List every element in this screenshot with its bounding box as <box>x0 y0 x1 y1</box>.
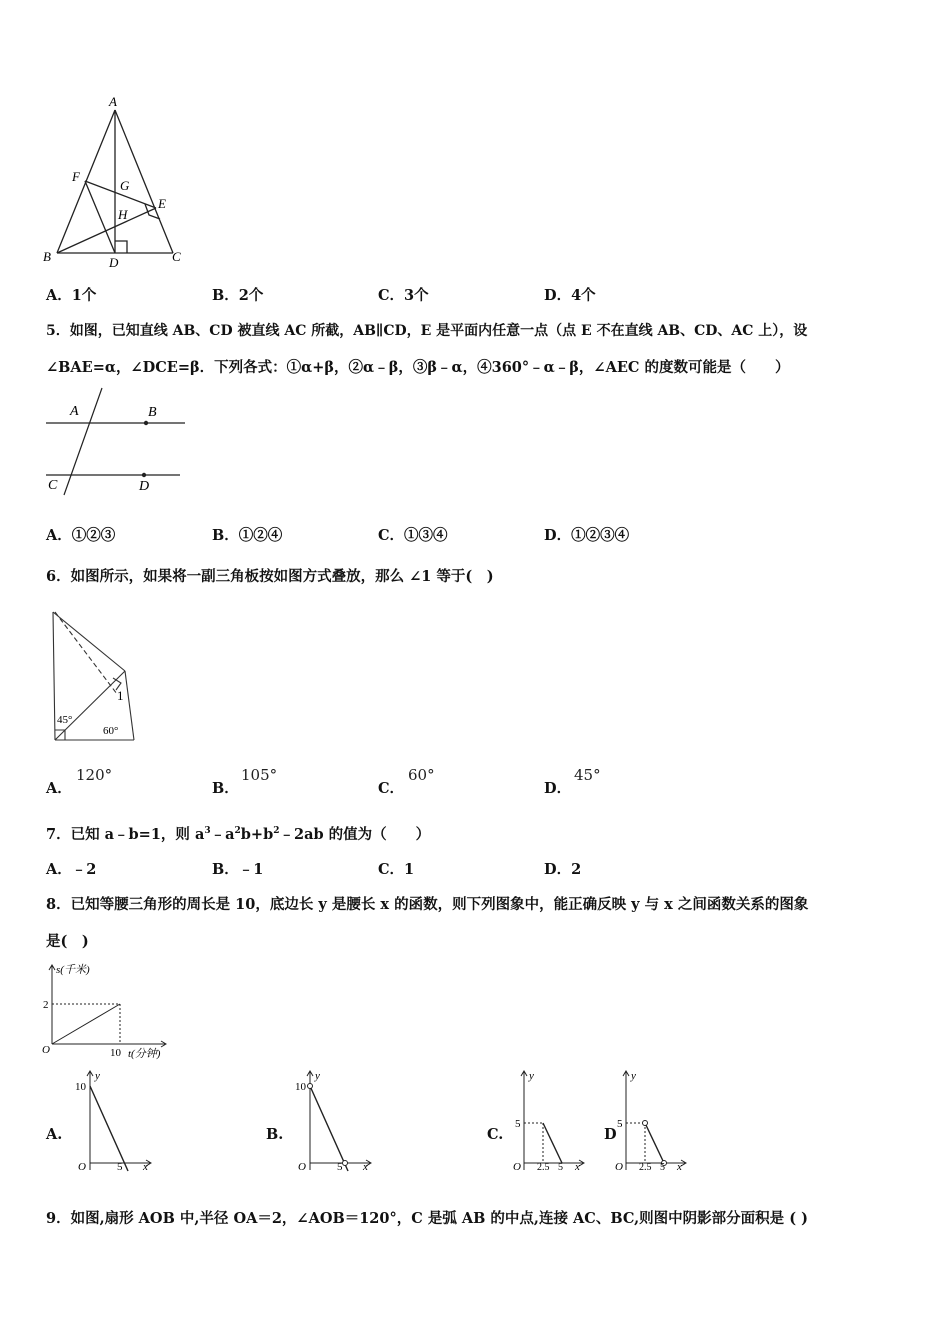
q6-option-a-key[interactable]: A． <box>46 780 72 797</box>
option-key: C． <box>378 287 405 304</box>
q6-option-c-value: 60° <box>408 766 435 784</box>
q5-text-line1: 5．如图，已知直线 AB、CD 被直线 AC 所截，AB∥CD，E 是平面内任意一点（点 E 不在直线 AB、CD、AC 上），设 <box>46 323 808 339</box>
q4-option-c[interactable] <box>378 287 429 305</box>
q8-c-xlabel: x <box>575 1161 580 1173</box>
q8-b-ytick: 10 <box>295 1081 306 1093</box>
q5-option-d[interactable] <box>544 527 629 545</box>
q8-option-d-graph[interactable] <box>612 1066 692 1176</box>
q7-exponent: 3 <box>204 826 211 836</box>
q7-text-part: b+b <box>240 826 274 843</box>
q8-a-origin: O <box>78 1161 86 1173</box>
q5-option-a[interactable] <box>46 527 115 545</box>
q5-label-D: D <box>139 479 150 494</box>
q6-option-c-key[interactable]: C． <box>378 780 405 797</box>
q8-origin: O <box>42 1044 50 1056</box>
q4-label-E: E <box>158 196 166 211</box>
q6-option-b-key[interactable]: B． <box>212 780 239 797</box>
q4-option-a[interactable] <box>46 287 96 305</box>
q8-d-ytick: 5 <box>617 1118 623 1130</box>
q8-b-ylabel: y <box>315 1070 320 1082</box>
option-text: 1个 <box>71 287 97 304</box>
option-text: ﹣1 <box>238 861 264 878</box>
q8-b-origin: O <box>298 1161 306 1173</box>
q6-option-d-value: 45° <box>574 766 601 784</box>
q8-option-a-key[interactable]: A. <box>46 1126 63 1143</box>
option-key: C． <box>378 861 405 878</box>
q8-c-xtick-1: 2.5 <box>537 1162 550 1173</box>
q8-c-xtick-2: 5 <box>558 1162 563 1173</box>
q8-option-c-key[interactable]: C. <box>487 1126 504 1143</box>
q8-d-xlabel: x <box>677 1161 682 1173</box>
option-text: ﹣2 <box>71 861 97 878</box>
q8-option-d-key[interactable]: D <box>604 1126 617 1143</box>
q8-option-c-graph[interactable] <box>510 1066 590 1176</box>
option-key: A． <box>46 287 72 304</box>
q4-label-D: D <box>109 255 119 270</box>
q8-a-ylabel: y <box>95 1070 100 1082</box>
option-text: ①②③ <box>71 527 116 544</box>
option-text: ①③④ <box>404 527 448 544</box>
q8-text-line2: 是( ) <box>46 933 89 950</box>
q4-label-H: H <box>118 207 128 222</box>
option-text: ①②③④ <box>571 527 630 544</box>
q4-label-A: A <box>109 94 117 109</box>
q4-label-B: B <box>43 249 51 264</box>
q5-parallel-lines-figure <box>40 385 200 500</box>
q8-b-xlabel: x <box>363 1161 368 1173</box>
q4-option-b[interactable] <box>212 287 263 305</box>
option-text: 2 <box>571 861 582 878</box>
q8-c-origin: O <box>513 1161 521 1173</box>
q8-st-graph <box>40 960 180 1060</box>
q5-option-c[interactable] <box>378 527 448 545</box>
option-key: B． <box>212 861 239 878</box>
q7-text-part: 7．已知 a﹣b=1，则 a <box>46 826 205 843</box>
q6-label-45: 45° <box>57 714 73 726</box>
q6-option-b-value: 105° <box>241 766 278 784</box>
q7-option-a[interactable] <box>46 861 96 879</box>
q8-c-ylabel: y <box>529 1070 534 1082</box>
q8-d-xtick-1: 2.5 <box>639 1162 652 1173</box>
q6-label-1: 1 <box>117 688 124 703</box>
option-key: D． <box>544 287 572 304</box>
q4-label-G: G <box>120 178 130 193</box>
option-text: 2个 <box>238 287 264 304</box>
q7-option-c[interactable] <box>378 861 414 879</box>
q7-text-part: ﹣a <box>210 826 235 843</box>
q5-option-b[interactable] <box>212 527 282 545</box>
option-text: 4个 <box>571 287 596 304</box>
option-text: 3个 <box>404 287 429 304</box>
q6-option-a-value: 120° <box>76 766 113 784</box>
q4-label-C: C <box>172 249 181 264</box>
option-key: A． <box>46 527 72 544</box>
q8-d-xtick-2: 5 <box>660 1162 665 1173</box>
option-key: D． <box>544 861 572 878</box>
q4-option-d[interactable] <box>544 287 596 305</box>
q7-exponent: 2 <box>234 826 241 836</box>
q8-a-xtick: 5 <box>117 1161 123 1173</box>
q5-label-C: C <box>48 478 58 493</box>
q8-option-b-graph[interactable] <box>290 1066 380 1176</box>
q6-set-squares-figure <box>45 608 145 748</box>
q8-xtick: 10 <box>110 1047 121 1059</box>
q8-text-line1: 8．已知等腰三角形的周长是 10，底边长 y 是腰长 x 的函数，则下列图象中，能正确反映 y 与 x 之间函数关系的图象 <box>46 896 809 913</box>
q8-ytick: 2 <box>43 999 49 1011</box>
q7-text <box>46 826 430 844</box>
q4-triangle-figure <box>40 95 200 270</box>
q7-option-d[interactable] <box>544 861 581 879</box>
q9-text: 9．如图,扇形 AOB 中,半径 OA＝2，∠AOB＝120°，C 是弧 AB 的中点,连接 AC、BC,则图中阴影部分面积是 ( ) <box>46 1210 808 1227</box>
option-key: B． <box>212 287 239 304</box>
q8-option-a-graph[interactable] <box>70 1066 160 1176</box>
q5-label-B: B <box>148 405 157 420</box>
q4-label-F: F <box>72 169 80 184</box>
option-text: 1 <box>404 861 415 878</box>
q6-label-60: 60° <box>103 725 119 737</box>
q6-text: 6．如图所示，如果将一副三角板按如图方式叠放，那么 ∠1 等于( ) <box>46 568 494 585</box>
q8-c-ytick: 5 <box>515 1118 521 1130</box>
q8-b-xtick: 5 <box>337 1161 343 1173</box>
option-text: ①②④ <box>238 527 283 544</box>
option-key: D． <box>544 527 572 544</box>
q7-exponent: 2 <box>273 826 280 836</box>
q8-d-ylabel: y <box>631 1070 636 1082</box>
option-key: A． <box>46 861 72 878</box>
q7-text-part: ﹣2ab 的值为（ ） <box>279 826 431 843</box>
q8-a-ytick: 10 <box>75 1081 86 1093</box>
q7-option-b[interactable] <box>212 861 263 879</box>
option-key: B． <box>212 527 239 544</box>
option-key: C． <box>378 527 405 544</box>
q8-d-origin: O <box>615 1161 623 1173</box>
q5-label-A: A <box>70 404 79 419</box>
q8-xlabel: t(分钟) <box>128 1048 161 1060</box>
q6-option-d-key[interactable]: D． <box>544 780 572 797</box>
q8-option-b-key[interactable]: B. <box>266 1126 284 1143</box>
q8-ylabel: s(千米) <box>56 964 90 976</box>
q8-a-xlabel: x <box>143 1161 148 1173</box>
q5-text-line2: ∠BAE=α，∠DCE=β．下列各式：①α+β，②α﹣β，③β﹣α，④360°﹣α﹣β，∠AEC 的度数可能是（ ） <box>46 359 790 376</box>
